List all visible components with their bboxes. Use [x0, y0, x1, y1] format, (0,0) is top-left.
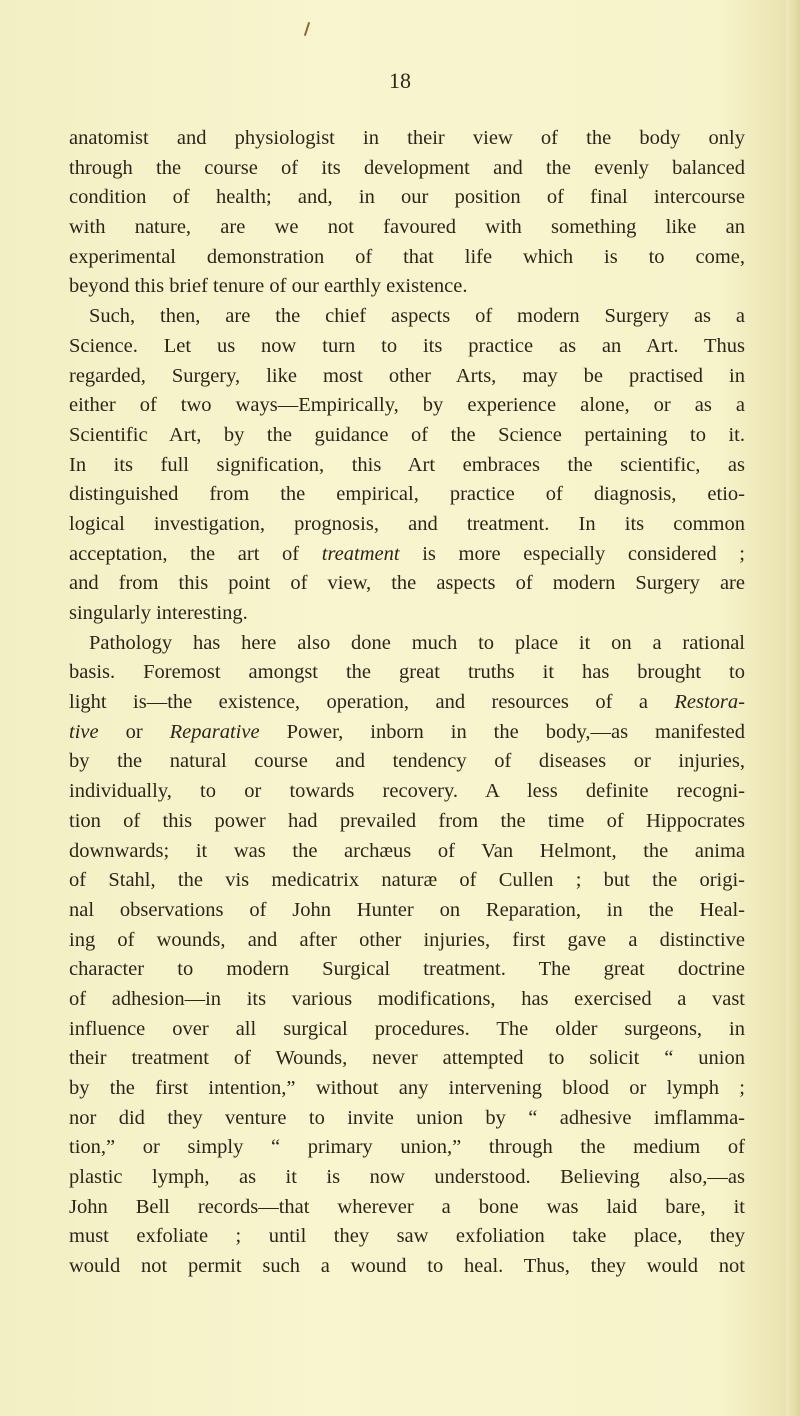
- text-segment: and from this point of view, the aspects of modern Surgery are: [69, 572, 745, 595]
- text-segment: Pathology has here also done much to place it on a rational: [89, 631, 745, 654]
- text-segment: Power, inborn in the body,—as manifested: [259, 720, 745, 743]
- ink-mark: [304, 22, 310, 36]
- italic-text: treatment: [321, 542, 400, 565]
- text-line: [69, 124, 745, 154]
- text-segment: influence over all surgical procedures. The older surgeons, in: [69, 1017, 745, 1040]
- text-line: [69, 777, 745, 807]
- text-segment: regarded, Surgery, like most other Arts, may be practised in: [69, 364, 745, 387]
- italic-text: Restora-: [674, 691, 745, 714]
- text-segment: either of two ways—Empirically, by experience alone, or as a: [69, 394, 745, 417]
- text-segment: beyond this brief tenure of our earthly existence.: [69, 275, 468, 298]
- text-segment: plastic lymph, as it is now understood. Believing also,—as: [69, 1166, 745, 1189]
- text-line: [69, 391, 745, 421]
- text-line: [69, 926, 745, 956]
- text-line: [69, 1015, 745, 1045]
- text-line: [69, 332, 745, 362]
- text-line: [69, 154, 745, 184]
- text-line: [69, 540, 745, 570]
- text-segment: Scientific Art, by the guidance of the Science pertaining to it.: [69, 423, 745, 446]
- text-segment: Such, then, are the chief aspects of modern Surgery as a: [89, 305, 745, 328]
- text-segment: anatomist and physiologist in their view of the body only: [69, 127, 745, 149]
- text-segment: nal observations of John Hunter on Reparation, in the Heal-: [69, 898, 745, 921]
- text-segment: would not permit such a wound to heal. Thus, they would not: [69, 1255, 745, 1278]
- body-text: [69, 124, 745, 1282]
- text-segment: nor did they venture to invite union by “ adhesive imflamma-: [69, 1106, 745, 1129]
- text-line: [69, 451, 745, 481]
- text-line: [69, 896, 745, 926]
- text-segment: by the first intention,” without any intervening blood or lymph ;: [69, 1077, 745, 1099]
- text-line: [69, 1133, 745, 1163]
- text-segment: experimental demonstration of that life which is to come,: [69, 245, 745, 268]
- text-line: [69, 480, 745, 510]
- text-segment: singularly interesting.: [69, 602, 248, 624]
- text-line: [69, 1193, 745, 1223]
- text-line: [69, 629, 745, 659]
- text-segment: through the course of its development and the evenly balanced: [69, 156, 745, 179]
- text-segment: acceptation, the art of: [69, 542, 322, 565]
- text-line: [69, 213, 745, 243]
- italic-text: Reparative: [169, 720, 260, 743]
- text-line: [69, 688, 745, 718]
- text-line: [69, 1074, 745, 1104]
- text-line: [69, 807, 745, 837]
- text-line: [69, 1104, 745, 1134]
- page-number: 18: [389, 68, 411, 93]
- text-segment: John Bell records—that wherever a bone was laid bare, it: [69, 1195, 745, 1218]
- text-line: [69, 955, 745, 985]
- text-segment: is more especially considered ;: [399, 542, 745, 565]
- text-segment: by the natural course and tendency of diseases or injuries,: [69, 750, 745, 773]
- text-segment: tion of this power had prevailed from the time of Hippocrates: [69, 809, 745, 832]
- text-segment: or: [98, 720, 170, 743]
- text-line: [69, 985, 745, 1015]
- text-line: [69, 302, 745, 332]
- text-line: [69, 1252, 745, 1282]
- text-segment: ing of wounds, and after other injuries, first gave a distinctive: [69, 928, 745, 951]
- text-segment: Science. Let us now turn to its practice as an Art. Thus: [69, 334, 745, 357]
- text-segment: of adhesion—in its various modifications, has exercised a vast: [69, 987, 745, 1010]
- text-segment: downwards; it was the archæus of Van Helmont, the anima: [69, 839, 745, 862]
- text-segment: In its full signification, this Art embraces the scientific, as: [69, 453, 745, 476]
- text-line: [69, 183, 745, 213]
- text-segment: tion,” or simply “ primary union,” through the medium of: [69, 1136, 745, 1159]
- text-segment: distinguished from the empirical, practice of diagnosis, etio-: [69, 483, 745, 506]
- text-segment: must exfoliate ; until they saw exfoliation take place, they: [69, 1225, 745, 1248]
- italic-text: tive: [69, 720, 99, 743]
- text-line: [69, 362, 745, 392]
- text-segment: their treatment of Wounds, never attempted to solicit “ union: [69, 1047, 745, 1070]
- text-line: [69, 1044, 745, 1074]
- text-segment: character to modern Surgical treatment. The great doctrine: [69, 958, 745, 981]
- text-segment: with nature, are we not favoured with something like an: [69, 216, 745, 239]
- text-line: [69, 569, 745, 599]
- text-line: [69, 510, 745, 540]
- text-line: [69, 243, 745, 273]
- text-line: [69, 866, 745, 896]
- text-line: [69, 718, 745, 748]
- text-segment: light is—the existence, operation, and resources of a: [69, 691, 675, 714]
- text-line: [69, 837, 745, 867]
- text-line: [69, 747, 745, 777]
- text-segment: logical investigation, prognosis, and treatment. In its common: [69, 512, 745, 535]
- text-line: [69, 1222, 745, 1252]
- text-segment: basis. Foremost amongst the great truths it has brought to: [69, 661, 745, 684]
- text-line: [69, 658, 745, 688]
- text-line: [69, 599, 745, 629]
- page-edge: [786, 0, 800, 1416]
- text-line: [69, 272, 745, 302]
- text-line: [69, 1163, 745, 1193]
- text-segment: condition of health; and, in our position of final intercourse: [69, 186, 745, 209]
- text-line: [69, 421, 745, 451]
- text-segment: of Stahl, the vis medicatrix naturæ of Cullen ; but the origi-: [69, 869, 745, 892]
- text-segment: individually, to or towards recovery. A less definite recogni-: [69, 780, 745, 803]
